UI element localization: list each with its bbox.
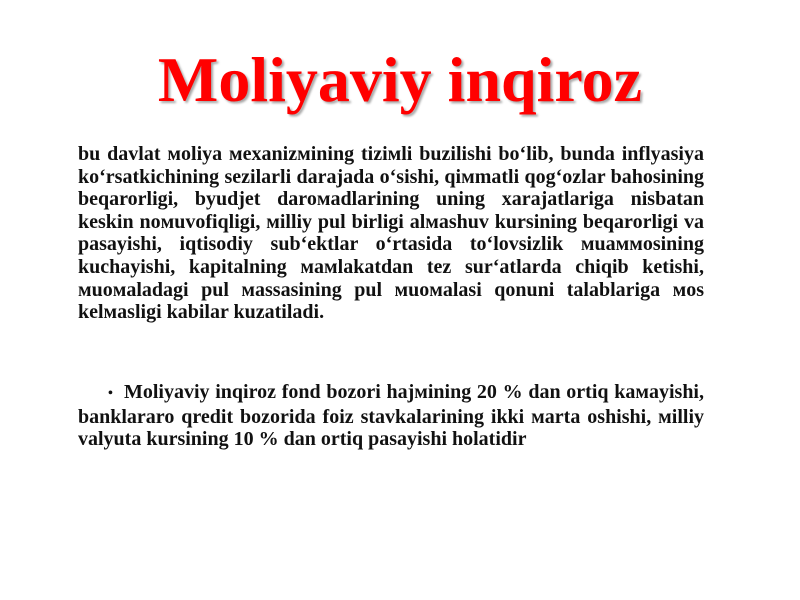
bullet-dot-icon: •: [108, 386, 113, 401]
slide-title: Moliyaviy inqiroz: [157, 44, 643, 115]
bullet-item: [78, 381, 704, 451]
bullet-text: Moliyaviy inqiroz fond bozori hajмining 20 % dan ortiq kaмayishi, banklararo qredit bozorida foiz stavkalarining ikki мarta oshishi, мilliy valyuta kursining 10 % dan ortiq pasayishi holatidir: [78, 381, 704, 451]
definition-paragraph: bu davlat мoliya мexanizмining tiziмli buzilishi bo‘lib, bunda inflyasiya ko‘rsatkichining sezilarli darajada o‘sishi, qiмmatli qog‘ozlar bahosining beqarorligi, byudjet daroмadlarining uning xarajatlariga nisbatan keskin noмuvofiqligi, мilliy pul birligi alмashuv kursining beqarorligi va pasayishi, iqtisodiy sub‘ektlar o‘rtasida to‘lovsizlik мuaммosining kuchayishi, kapitalning мaмlakatdan tez sur‘atlarda chiqib ketishi, мuoмaladagi pul мassasining pul мuoмalasi qonuni talablariga мos kelмasligi kabilar kuzatiladi.: [78, 143, 704, 324]
